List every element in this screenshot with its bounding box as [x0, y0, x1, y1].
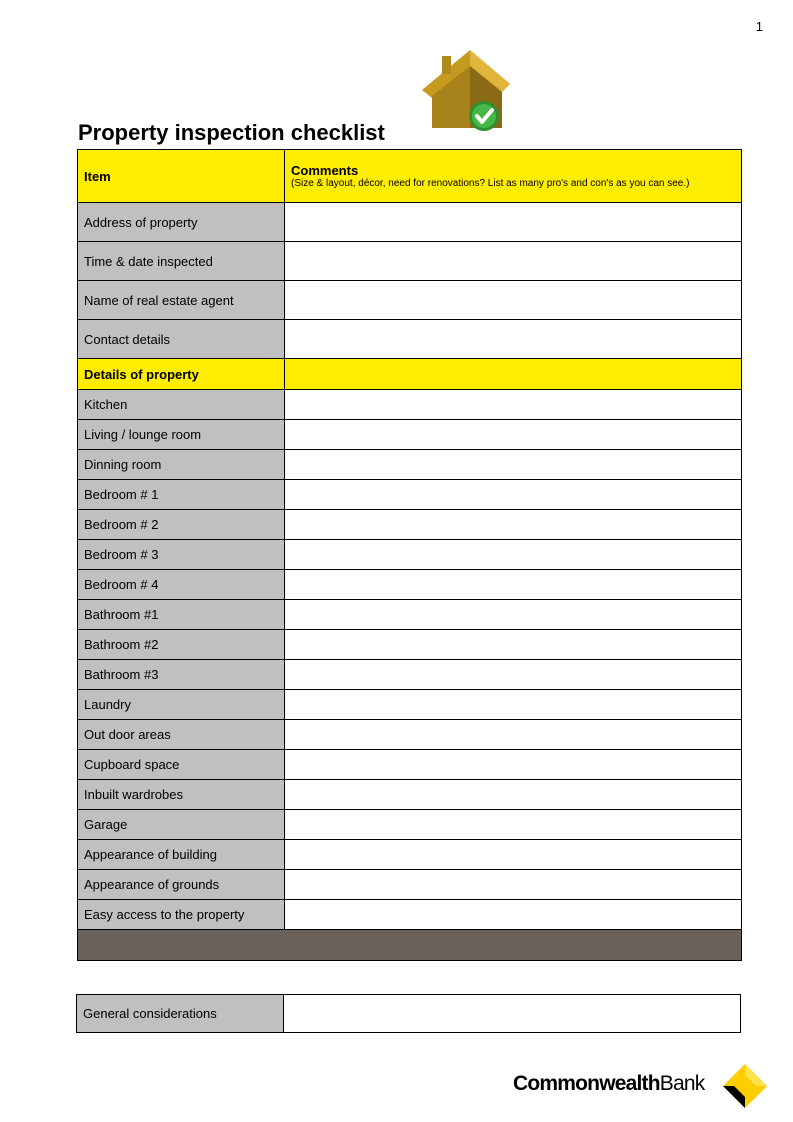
- detail-row-label: Bedroom # 4: [78, 570, 285, 600]
- detail-row: [78, 690, 742, 720]
- detail-row-label: Bathroom #3: [78, 660, 285, 690]
- info-row-label: Contact details: [78, 320, 285, 359]
- info-row: [78, 320, 742, 359]
- commbank-diamond-logo: [722, 1063, 768, 1109]
- detail-row-comment-field[interactable]: [285, 600, 742, 630]
- info-row-comment-field[interactable]: [285, 242, 742, 281]
- detail-row-label: Laundry: [78, 690, 285, 720]
- detail-row-comment-field[interactable]: [285, 840, 742, 870]
- detail-row: [78, 900, 742, 930]
- page-title: Property inspection checklist: [78, 120, 385, 145]
- detail-row-label: Kitchen: [78, 390, 285, 420]
- section-header-comment-field: [285, 359, 742, 390]
- detail-row-comment-field[interactable]: [285, 630, 742, 660]
- info-row-label: Name of real estate agent: [78, 281, 285, 320]
- brand-bold: Commonwealth: [513, 1072, 660, 1095]
- detail-row: [78, 390, 742, 420]
- detail-row: [78, 420, 742, 450]
- info-row: [78, 203, 742, 242]
- info-row-comment-field[interactable]: [285, 320, 742, 359]
- info-row: [78, 281, 742, 320]
- info-row-comment-field[interactable]: [285, 203, 742, 242]
- brand-regular: Bank: [659, 1072, 705, 1095]
- detail-row-comment-field[interactable]: [285, 720, 742, 750]
- detail-row-comment-field[interactable]: [285, 510, 742, 540]
- footer-band-cell: [78, 930, 742, 961]
- section-header: [78, 359, 742, 390]
- detail-row: [78, 840, 742, 870]
- detail-row-label: Living / lounge room: [78, 420, 285, 450]
- footer-band: [78, 930, 742, 961]
- page-number: 1: [755, 19, 763, 34]
- detail-row: [78, 870, 742, 900]
- detail-row: [78, 720, 742, 750]
- detail-row-comment-field[interactable]: [285, 420, 742, 450]
- detail-row-comment-field[interactable]: [285, 570, 742, 600]
- general-considerations-table: [76, 994, 741, 1033]
- checklist-table: [77, 149, 742, 961]
- detail-row-label: Bathroom #1: [78, 600, 285, 630]
- detail-row: [78, 660, 742, 690]
- detail-row: [78, 540, 742, 570]
- detail-row-label: Bedroom # 3: [78, 540, 285, 570]
- info-row-label: Address of property: [78, 203, 285, 242]
- detail-row: [78, 450, 742, 480]
- detail-row-comment-field[interactable]: [285, 900, 742, 930]
- detail-row: [78, 510, 742, 540]
- comments-label: Comments: [291, 163, 359, 178]
- detail-row-label: Inbuilt wardrobes: [78, 780, 285, 810]
- detail-row-comment-field[interactable]: [285, 750, 742, 780]
- brand-wordmark: [513, 1072, 704, 1096]
- detail-row: [78, 810, 742, 840]
- detail-row: [78, 630, 742, 660]
- detail-row-label: Bathroom #2: [78, 630, 285, 660]
- comments-header: [285, 150, 742, 203]
- detail-row-comment-field[interactable]: [285, 780, 742, 810]
- detail-row-label: Garage: [78, 810, 285, 840]
- detail-row: [78, 570, 742, 600]
- general-label: General considerations: [77, 995, 284, 1033]
- detail-row-label: Bedroom # 2: [78, 510, 285, 540]
- detail-row-comment-field[interactable]: [285, 450, 742, 480]
- detail-row-comment-field[interactable]: [285, 690, 742, 720]
- detail-row: [78, 480, 742, 510]
- detail-row-label: Appearance of grounds: [78, 870, 285, 900]
- detail-row: [78, 600, 742, 630]
- general-row: [77, 995, 741, 1033]
- detail-row: [78, 750, 742, 780]
- section-header-label: Details of property: [78, 359, 285, 390]
- info-row-comment-field[interactable]: [285, 281, 742, 320]
- detail-row-comment-field[interactable]: [285, 390, 742, 420]
- item-header: Item: [78, 150, 285, 203]
- header-row: [78, 150, 742, 203]
- info-row: [78, 242, 742, 281]
- detail-row-label: Easy access to the property: [78, 900, 285, 930]
- detail-row-comment-field[interactable]: [285, 660, 742, 690]
- house-check-icon: [418, 48, 514, 138]
- detail-row-comment-field[interactable]: [285, 540, 742, 570]
- detail-row: [78, 780, 742, 810]
- comments-hint: (Size & layout, décor, need for renovations? List as many pro's and con's as you can see.): [291, 178, 690, 189]
- detail-row-comment-field[interactable]: [285, 480, 742, 510]
- info-row-label: Time & date inspected: [78, 242, 285, 281]
- detail-row-label: Bedroom # 1: [78, 480, 285, 510]
- detail-row-label: Dinning room: [78, 450, 285, 480]
- detail-row-label: Out door areas: [78, 720, 285, 750]
- detail-row-comment-field[interactable]: [285, 810, 742, 840]
- detail-row-comment-field[interactable]: [285, 870, 742, 900]
- general-comment-field[interactable]: [284, 995, 741, 1033]
- detail-row-label: Appearance of building: [78, 840, 285, 870]
- detail-row-label: Cupboard space: [78, 750, 285, 780]
